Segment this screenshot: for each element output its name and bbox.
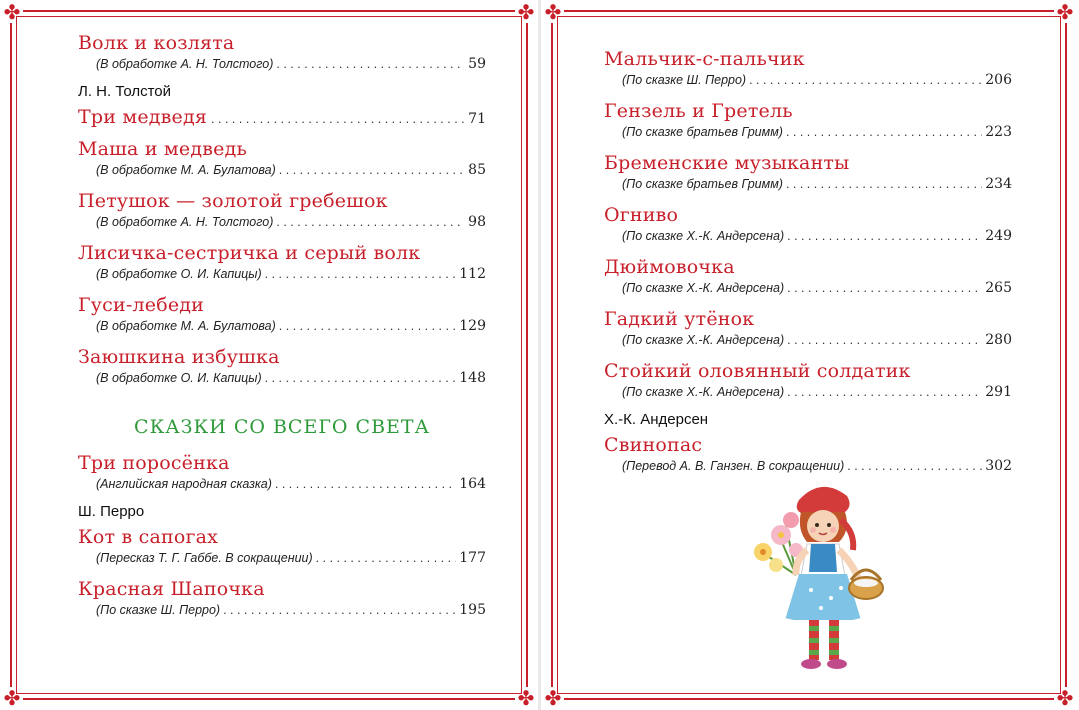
toc-entry[interactable]: [604, 150, 1012, 192]
story-source: (Перевод А. В. Ганзен. В сокращении): [622, 459, 845, 473]
toc-entry[interactable]: [78, 188, 486, 230]
story-title: Огниво: [604, 204, 679, 226]
toc-entry[interactable]: [78, 450, 486, 492]
page-number: 291: [985, 384, 1012, 400]
leader-dots: [265, 370, 457, 386]
page-number: 129: [459, 318, 486, 334]
toc-entry[interactable]: [78, 240, 486, 282]
toc-entry[interactable]: [78, 344, 486, 386]
page-number: 71: [468, 111, 486, 127]
page-number: 148: [459, 370, 486, 386]
page-number: 164: [459, 476, 486, 492]
toc-entry[interactable]: [78, 104, 486, 130]
basket-icon: [849, 570, 883, 599]
corner-ornament-icon: ✤: [515, 687, 537, 709]
corner-ornament-icon: ✤: [1, 1, 23, 23]
story-title: Стойкий оловянный солдатик: [604, 360, 911, 382]
page-number: 98: [468, 214, 486, 230]
corner-ornament-icon: ✤: [515, 1, 537, 23]
story-title: Лисичка-сестричка и серый волк: [78, 242, 421, 264]
story-source: (По сказке Ш. Перро): [96, 603, 221, 617]
story-title: Петушок — золотой гребешок: [78, 190, 388, 212]
story-title: Волк и козлята: [78, 32, 235, 54]
author-name: Х.-К. Андерсен: [604, 411, 709, 428]
story-source: (В обработке А. Н. Толстого): [96, 215, 274, 229]
story-title: Гадкий утёнок: [604, 308, 755, 330]
page-number: 195: [459, 602, 486, 618]
page-number: 223: [985, 124, 1012, 140]
leader-dots: [786, 124, 982, 140]
story-title: Гуси-лебеди: [78, 294, 205, 316]
story-title: Три медведя: [78, 106, 208, 128]
toc-entry[interactable]: [78, 576, 486, 618]
leader-dots: [275, 476, 456, 492]
leader-dots: [847, 458, 982, 474]
leader-dots: [786, 176, 982, 192]
corner-ornament-icon: ✤: [542, 687, 564, 709]
leader-dots: [316, 550, 457, 566]
page-number: 234: [985, 176, 1012, 192]
girl-illustration-icon: [741, 480, 901, 680]
toc-entry[interactable]: [604, 254, 1012, 296]
toc-entry[interactable]: [78, 292, 486, 334]
leader-dots: [787, 332, 982, 348]
leader-dots: [223, 602, 456, 618]
story-title: Мальчик-с-пальчик: [604, 48, 805, 70]
page-number: 302: [985, 458, 1012, 474]
leader-dots: [265, 266, 457, 282]
leader-dots: [279, 318, 456, 334]
page-number: 206: [985, 72, 1012, 88]
story-source: (В обработке О. И. Капицы): [96, 267, 262, 281]
right-page: [541, 0, 1079, 710]
author-name: Ш. Перро: [78, 503, 145, 520]
toc-entry[interactable]: [78, 30, 486, 72]
leader-dots: [749, 72, 982, 88]
story-source: (По сказке Х.-К. Андерсена): [622, 385, 785, 399]
toc-entry[interactable]: [604, 432, 1012, 474]
page-number: 85: [468, 162, 486, 178]
story-source: (Английская народная сказка): [96, 477, 272, 491]
story-title: Маша и медведь: [78, 138, 248, 160]
story-source: (В обработке М. А. Булатова): [96, 319, 276, 333]
story-source: (В обработке О. И. Капицы): [96, 371, 262, 385]
toc-entry[interactable]: [604, 98, 1012, 140]
author-name: Л. Н. Толстой: [78, 83, 172, 100]
story-source: (Пересказ Т. Г. Габбе. В сокращении): [96, 551, 313, 565]
table-of-contents-left: [78, 30, 486, 628]
page-number: 177: [459, 550, 486, 566]
page-number: 112: [459, 266, 486, 282]
toc-entry[interactable]: [78, 524, 486, 566]
corner-ornament-icon: ✤: [1054, 687, 1076, 709]
story-title: Свинопас: [604, 434, 703, 456]
toc-entry[interactable]: [604, 46, 1012, 88]
story-source: (В обработке А. Н. Толстого): [96, 57, 274, 71]
page-number: 249: [985, 228, 1012, 244]
toc-entry[interactable]: [78, 136, 486, 178]
page-number: 59: [468, 56, 486, 72]
story-source: (По сказке братьев Гримм): [622, 125, 783, 139]
story-title: Бременские музыканты: [604, 152, 850, 174]
story-source: (По сказке братьев Гримм): [622, 177, 783, 191]
left-page: [0, 0, 538, 710]
toc-entry[interactable]: [604, 306, 1012, 348]
leader-dots: [787, 384, 982, 400]
table-of-contents-right: [604, 46, 1012, 484]
story-title: Красная Шапочка: [78, 578, 265, 600]
story-title: Дюймовочка: [604, 256, 735, 278]
story-source: (По сказке Х.-К. Андерсена): [622, 281, 785, 295]
story-source: (По сказке Ш. Перро): [622, 73, 747, 87]
story-source: (В обработке М. А. Булатова): [96, 163, 276, 177]
leader-dots: [787, 228, 982, 244]
corner-ornament-icon: ✤: [1, 687, 23, 709]
page-number: 280: [985, 332, 1012, 348]
story-title: Кот в сапогах: [78, 526, 219, 548]
leader-dots: [276, 56, 465, 72]
corner-ornament-icon: ✤: [542, 1, 564, 23]
story-title: Заюшкина избушка: [78, 346, 280, 368]
section-heading: СКАЗКИ СО ВСЕГО СВЕТА: [134, 416, 430, 438]
page-number: 265: [985, 280, 1012, 296]
story-title: Гензель и Гретель: [604, 100, 793, 122]
story-source: (По сказке Х.-К. Андерсена): [622, 229, 785, 243]
corner-ornament-icon: ✤: [1054, 1, 1076, 23]
leader-dots: [211, 112, 464, 126]
toc-entry[interactable]: [604, 202, 1012, 244]
toc-entry[interactable]: [604, 358, 1012, 400]
leader-dots: [276, 214, 465, 230]
leader-dots: [279, 162, 465, 178]
story-title: Три поросёнка: [78, 452, 230, 474]
story-source: (По сказке Х.-К. Андерсена): [622, 333, 785, 347]
leader-dots: [787, 280, 982, 296]
